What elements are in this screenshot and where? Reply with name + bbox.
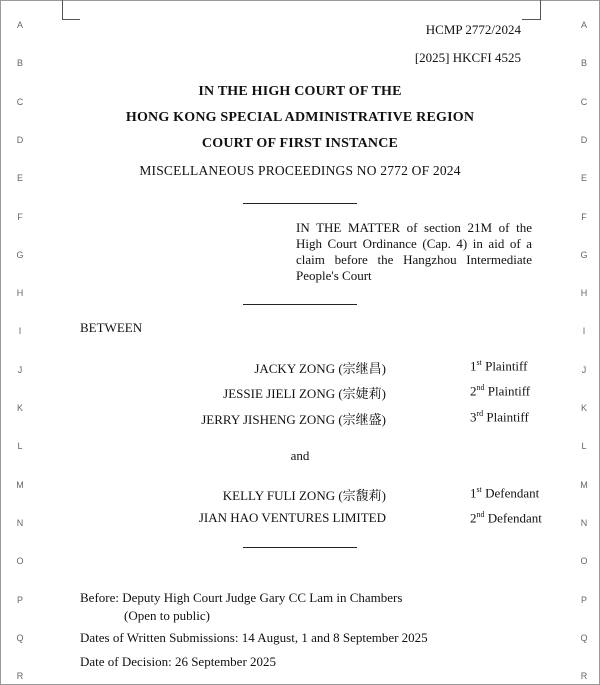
divider-top <box>243 203 357 204</box>
margin-letter-right: D <box>580 135 588 145</box>
margin-letter-left: F <box>17 212 23 222</box>
margin-letter-right: P <box>580 595 587 605</box>
written-submissions-dates: Dates of Written Submissions: 14 August, 1 and 8 September 2025 <box>80 630 428 645</box>
margin-letter-left: E <box>16 173 23 183</box>
crop-mark-left-h <box>62 19 80 20</box>
court-title-line-2: HONG KONG SPECIAL ADMINISTRATIVE REGION <box>125 110 475 125</box>
plaintiff-1-name: JACKY ZONG (宗继昌) <box>254 361 386 376</box>
margin-letter-right: M <box>580 480 588 490</box>
case-citation: [2025] HKCFI 4525 <box>414 50 521 65</box>
and-label: and <box>290 448 310 463</box>
plaintiff-2-name: JESSIE JIELI ZONG (宗婕莉) <box>223 386 386 401</box>
margin-letter-right: L <box>581 441 587 451</box>
open-to-public: (Open to public) <box>124 608 210 623</box>
defendant-2-name: JIAN HAO VENTURES LIMITED <box>198 510 386 525</box>
defendant-1-role: 1st Defendant <box>470 485 540 501</box>
margin-letter-right: O <box>580 556 588 566</box>
margin-letter-left: C <box>16 97 24 107</box>
margin-letter-left: P <box>16 595 23 605</box>
margin-letter-right: H <box>580 288 588 298</box>
margin-letter-right: G <box>580 250 588 260</box>
defendant-2-role: 2nd Defendant <box>470 510 542 526</box>
margin-letter-left: G <box>16 250 24 260</box>
margin-letter-right: F <box>581 212 587 222</box>
margin-letter-left: I <box>18 326 22 336</box>
crop-mark-right <box>540 0 541 20</box>
matter-description: IN THE MATTER of section 21M of the High Court Ordinance (Cap. 4) in aid of a claim before the Hangzhou Intermediate People's Court <box>296 220 532 283</box>
margin-letter-right: E <box>580 173 587 183</box>
defendant-1-name: KELLY FULI ZONG (宗馥莉) <box>222 488 386 503</box>
court-title-line-1: IN THE HIGH COURT OF THE <box>198 84 402 99</box>
margin-letter-right: N <box>580 518 588 528</box>
margin-letter-right: I <box>582 326 586 336</box>
margin-letter-right: K <box>580 403 587 413</box>
margin-letter-left: L <box>17 441 23 451</box>
margin-letter-right: J <box>581 365 587 375</box>
margin-letter-left: N <box>16 518 24 528</box>
margin-letter-left: J <box>17 365 23 375</box>
case-number: HCMP 2772/2024 <box>425 22 521 37</box>
margin-letter-left: M <box>16 480 24 490</box>
margin-letter-right: C <box>580 97 588 107</box>
margin-letter-left: D <box>16 135 24 145</box>
plaintiff-3-name: JERRY JISHENG ZONG (宗继盛) <box>201 412 386 427</box>
margin-letter-right: A <box>580 20 587 30</box>
margin-letter-right: B <box>580 58 587 68</box>
margin-letter-left: K <box>16 403 23 413</box>
margin-letter-left: B <box>16 58 23 68</box>
margin-letter-left: O <box>16 556 24 566</box>
between-label: BETWEEN <box>80 320 143 335</box>
plaintiff-3-role: 3rd Plaintiff <box>470 409 529 425</box>
margin-letter-left: A <box>16 20 23 30</box>
divider-bottom <box>243 547 357 548</box>
crop-mark-right-h <box>522 19 540 20</box>
margin-letter-right: Q <box>580 633 588 643</box>
plaintiff-2-role: 2nd Plaintiff <box>470 383 531 399</box>
proceedings-number: MISCELLANEOUS PROCEEDINGS NO 2772 OF 2024 <box>139 163 461 178</box>
margin-letter-left: H <box>16 288 24 298</box>
court-title-line-3: COURT OF FIRST INSTANCE <box>201 136 399 151</box>
before-judge: Before: Deputy High Court Judge Gary CC Lam in Chambers <box>80 590 403 605</box>
divider-middle <box>243 304 357 305</box>
margin-letter-left: R <box>16 671 24 681</box>
decision-date: Date of Decision: 26 September 2025 <box>80 654 277 669</box>
plaintiff-1-role: 1st Plaintiff <box>470 358 528 374</box>
crop-mark-left <box>62 0 63 20</box>
margin-letter-left: Q <box>16 633 24 643</box>
margin-letter-right: R <box>580 671 588 681</box>
